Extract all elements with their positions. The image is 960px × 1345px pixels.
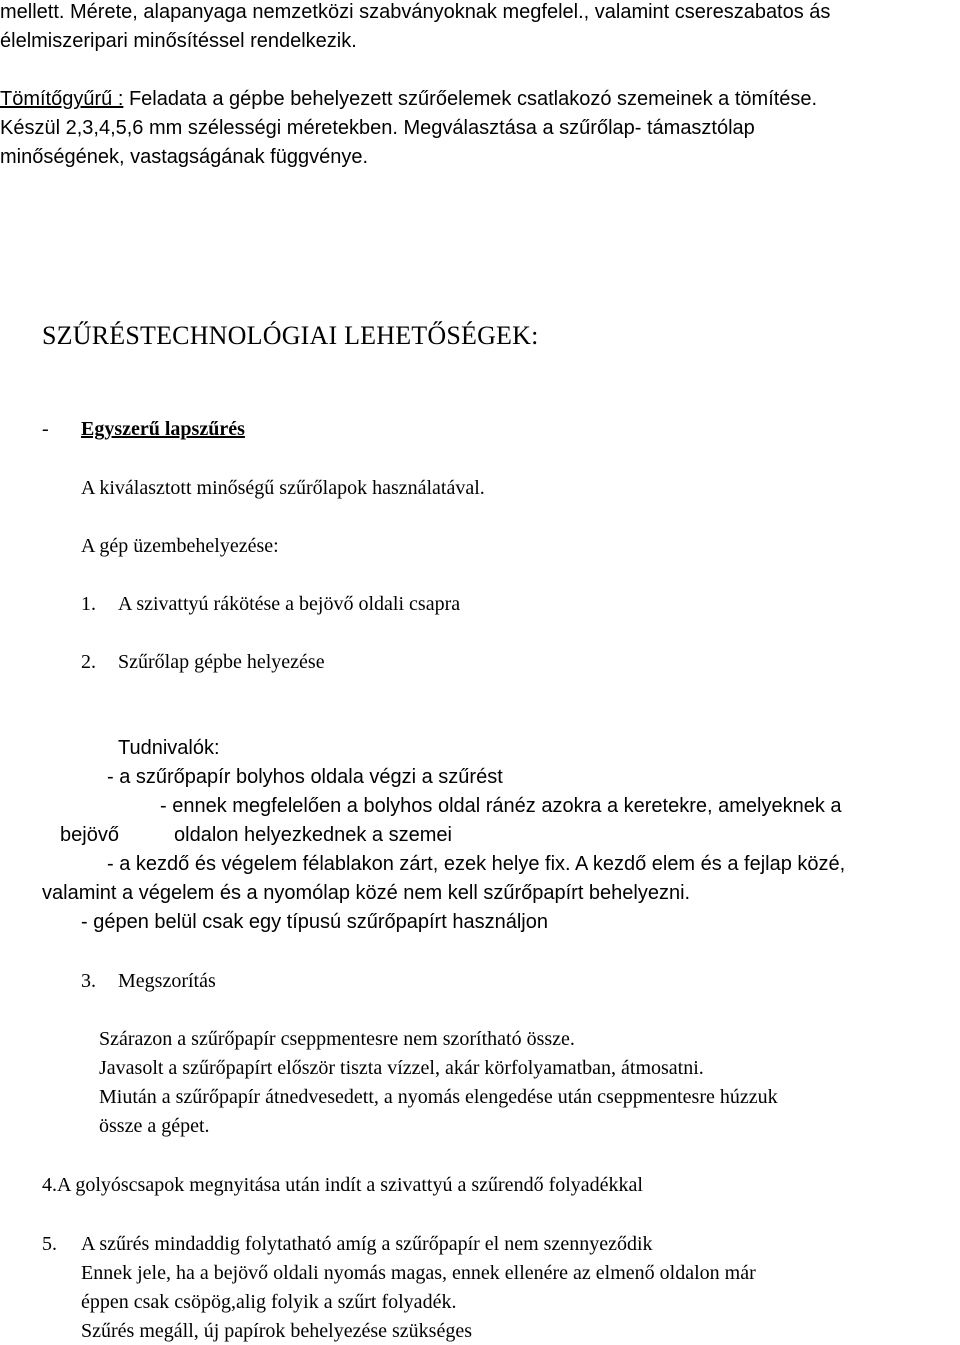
gasket-description: Feladata a gépbe behelyezett szűrőelemek csatlakozó szemeinek a tömítése. <box>123 88 818 110</box>
step-5-paragraph-line-2: éppen csak csöpög,alig folyik a szűrt folyadék. <box>81 1291 457 1313</box>
gasket-term: Tömítőgyűrű : <box>0 88 124 110</box>
note-2-line-2: oldalon helyezkednek a szemei <box>174 824 452 846</box>
step-3-paragraph-line-4: össze a gépet. <box>99 1115 210 1137</box>
bullet-title: Egyszerű lapszűrés <box>81 418 245 440</box>
step-1-text: A szivattyú rákötése a bejövő oldali csapra <box>118 593 461 615</box>
step-5-text: A szűrés mindaddig folytatható amíg a szűrőpapír el nem szennyeződik <box>81 1233 653 1255</box>
intro-line-4: Készül 2,3,4,5,6 mm szélességi méretekben. Megválasztása a szűrőlap- támasztólap <box>0 117 755 139</box>
step-3-paragraph-line-2: Javasolt a szűrőpapírt először tiszta vízzel, akár körfolyamatban, átmosatni. <box>99 1057 704 1079</box>
step-1-number: 1. <box>81 593 96 615</box>
step-3-number: 3. <box>81 970 96 992</box>
step-3-paragraph-line-1: Szárazon a szűrőpapír cseppmentesre nem szorítható össze. <box>99 1028 575 1050</box>
step-2-number: 2. <box>81 651 96 673</box>
step-5-paragraph-line-1: Ennek jele, ha a bejövő oldali nyomás magas, ennek ellenére az elmenő oldalon már <box>81 1262 756 1284</box>
gasket-paragraph <box>0 87 817 111</box>
method-description: A kiválasztott minőségű szűrőlapok használatával. <box>81 477 485 499</box>
note-2-line-1: - ennek megfelelően a bolyhos oldal ránéz azokra a keretekre, amelyeknek a <box>160 795 842 817</box>
intro-line-5: minőségének, vastagságának függvénye. <box>0 146 369 168</box>
bullet-dash: - <box>42 418 49 440</box>
intro-line-2: élelmiszeripari minősítéssel rendelkezik. <box>0 30 357 52</box>
step-5-paragraph-line-3: Szűrés megáll, új papírok behelyezése szükséges <box>81 1320 472 1342</box>
setup-label: A gép üzembehelyezése: <box>81 535 279 557</box>
section-heading: SZŰRÉSTECHNOLÓGIAI LEHETŐSÉGEK: <box>42 321 539 350</box>
step-2-text: Szűrőlap gépbe helyezése <box>118 651 325 673</box>
step-3-text: Megszorítás <box>118 970 216 992</box>
intro-line-1: mellett. Mérete, alapanyaga nemzetközi szabványoknak megfelel., valamint csereszabatos ás <box>0 1 831 23</box>
note-2-word: bejövő <box>60 824 119 846</box>
step-5-number: 5. <box>42 1233 57 1255</box>
note-3-line-1: - a kezdő és végelem félablakon zárt, ezek helye fix. A kezdő elem és a fejlap közé, <box>107 853 846 875</box>
note-1: - a szűrőpapír bolyhos oldala végzi a szűrést <box>107 766 503 788</box>
note-3-line-2: valamint a végelem és a nyomólap közé nem kell szűrőpapírt behelyezni. <box>42 882 691 904</box>
notes-label: Tudnivalók: <box>118 737 220 759</box>
step-4: 4.A golyóscsapok megnyitása után indít a szivattyú a szűrendő folyadékkal <box>42 1174 643 1196</box>
note-4: - gépen belül csak egy típusú szűrőpapírt használjon <box>81 911 548 933</box>
step-3-paragraph-line-3: Miután a szűrőpapír átnedvesedett, a nyomás elengedése után cseppmentesre húzzuk <box>99 1086 778 1108</box>
